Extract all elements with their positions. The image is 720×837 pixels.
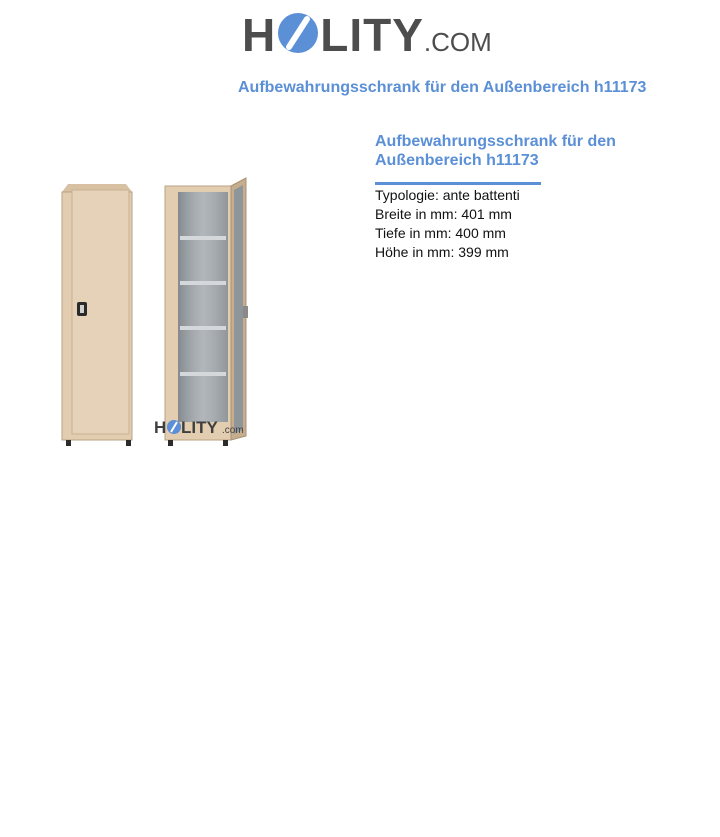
svg-text:H: H — [154, 418, 167, 437]
product-specs — [375, 186, 520, 262]
title-underline — [375, 182, 541, 185]
logo-o-icon — [277, 11, 319, 55]
spec-tiefe: Tiefe in mm: 400 mm — [375, 225, 506, 241]
closed-cabinet — [62, 184, 132, 446]
svg-text:.com: .com — [222, 425, 244, 436]
product-image — [0, 110, 330, 470]
spec-typologie: Typologie: ante battenti — [375, 187, 520, 203]
open-cabinet — [165, 178, 248, 446]
spec-breite: Breite in mm: 401 mm — [375, 206, 512, 222]
page-header-title: Aufbewahrungsschrank für den Außenbereich h11173 — [238, 79, 647, 96]
product-title: Aufbewahrungsschrank für den Außenbereich h11173 — [375, 133, 616, 169]
svg-text:LITY: LITY — [181, 418, 218, 437]
spec-hoehe: Höhe in mm: 399 mm — [375, 244, 509, 260]
holity-logo[interactable] — [242, 9, 492, 68]
logo-wordmark: H LITY.COM — [242, 9, 492, 61]
